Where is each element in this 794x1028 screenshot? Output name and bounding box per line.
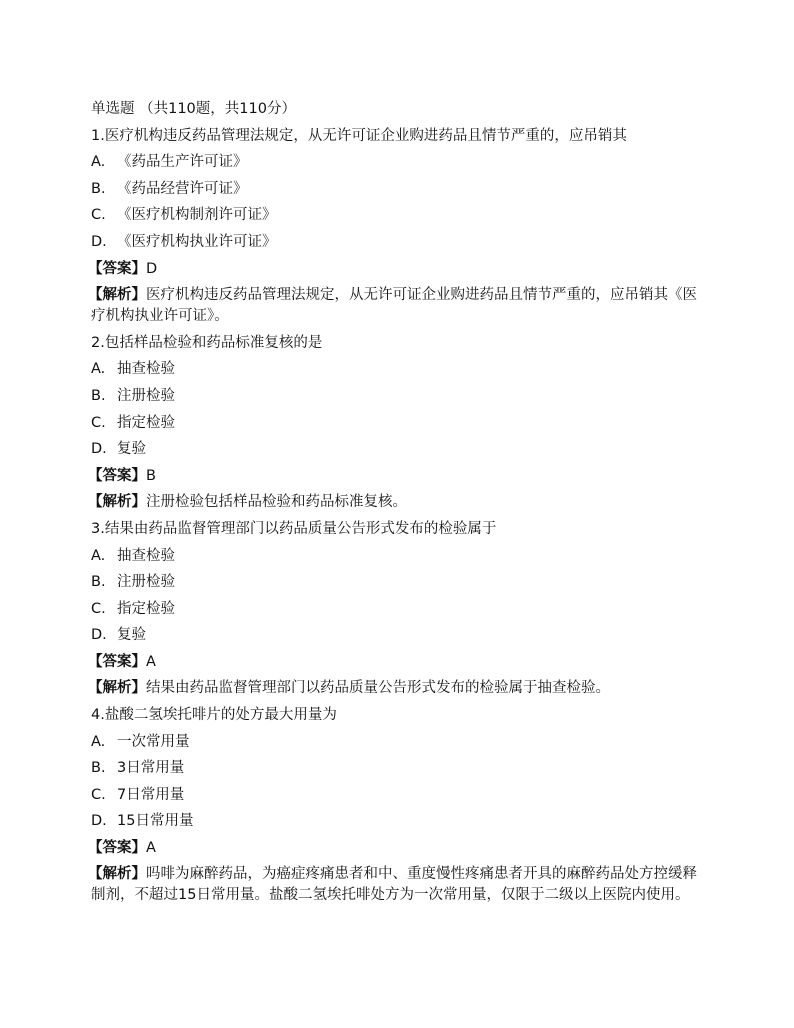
option-row xyxy=(91,596,711,623)
option-text: 复验 xyxy=(117,441,146,458)
option-text: 指定检验 xyxy=(117,600,175,617)
analysis-row xyxy=(88,862,711,910)
analysis-label: 解析 xyxy=(102,866,132,883)
analysis-label: 解析 xyxy=(102,494,132,511)
right-bracket-icon: 】 xyxy=(131,866,146,883)
option-text: 《医疗机构执业许可证》 xyxy=(117,233,277,250)
answer-row xyxy=(88,463,711,490)
option-text: 《医疗机构制剂许可证》 xyxy=(117,207,277,224)
analysis-tag xyxy=(88,866,146,882)
option-text: 抽查检验 xyxy=(117,547,175,564)
left-bracket-icon: 【 xyxy=(88,653,103,670)
question-list xyxy=(88,123,711,910)
right-bracket-icon: 】 xyxy=(131,260,146,277)
option-row xyxy=(91,808,711,835)
option-text: 3日常用量 xyxy=(117,760,185,777)
option-row xyxy=(91,202,711,229)
option-letter: B. xyxy=(91,387,106,404)
answer-label: 答案 xyxy=(102,467,132,484)
left-bracket-icon: 【 xyxy=(88,680,103,697)
option-row xyxy=(91,229,711,256)
option-text: 《药品生产许可证》 xyxy=(117,154,248,171)
option-text: 《药品经营许可证》 xyxy=(117,180,248,197)
answer-tag xyxy=(88,468,146,484)
question-stem: 2.包括样品检验和药品标准复核的是 xyxy=(91,334,323,351)
answer-row xyxy=(88,835,711,862)
option-letter: B. xyxy=(91,180,106,197)
option-row xyxy=(91,622,711,649)
analysis-row xyxy=(88,282,711,330)
option-letter: A. xyxy=(91,733,106,750)
analysis-row xyxy=(88,675,711,702)
answer-value: B xyxy=(146,467,156,484)
answer-tag xyxy=(88,261,146,277)
question-block xyxy=(88,702,711,909)
option-row xyxy=(91,383,711,410)
option-row xyxy=(91,569,711,596)
option-letter: B. xyxy=(91,760,106,777)
right-bracket-icon: 】 xyxy=(131,494,146,511)
question-stem: 1.医疗机构违反药品管理法规定，从无许可证企业购进药品且情节严重的，应吊销其 xyxy=(91,127,627,144)
question-stem: 3.结果由药品监督管理部门以药品质量公告形式发布的检验属于 xyxy=(91,520,497,537)
question-block xyxy=(88,330,711,516)
option-row xyxy=(91,543,711,570)
option-row xyxy=(91,755,711,782)
analysis-text: 吗啡为麻醉药品，为癌症疼痛患者和中、重度慢性疼痛患者开具的麻醉药品处方控缓释制剂，不超过15日常用量。盐酸二氢埃托啡处方为一次常用量，仅限于二级以上医院内使用。 xyxy=(91,866,697,904)
option-letter: C. xyxy=(91,786,106,803)
right-bracket-icon: 】 xyxy=(131,286,146,303)
analysis-label: 解析 xyxy=(102,680,132,697)
option-row xyxy=(91,729,711,756)
option-text: 15日常用量 xyxy=(117,813,194,830)
left-bracket-icon: 【 xyxy=(88,494,103,511)
analysis-text: 结果由药品监督管理部门以药品质量公告形式发布的检验属于抽查检验。 xyxy=(146,680,610,697)
section-header: 单选题 （共110题，共110分） xyxy=(91,101,296,117)
option-text: 一次常用量 xyxy=(117,733,190,750)
option-row xyxy=(91,782,711,809)
answer-value: A xyxy=(146,653,156,670)
analysis-text: 医疗机构违反药品管理法规定，从无许可证企业购进药品且情节严重的，应吊销其《医疗机构执业许可证》。 xyxy=(91,286,697,324)
question-stem: 4.盐酸二氢埃托啡片的处方最大用量为 xyxy=(91,707,337,724)
option-text: 复验 xyxy=(117,627,146,644)
left-bracket-icon: 【 xyxy=(88,866,103,883)
option-letter: A. xyxy=(91,361,106,378)
left-bracket-icon: 【 xyxy=(88,286,103,303)
answer-value: D xyxy=(146,260,158,277)
right-bracket-icon: 】 xyxy=(131,840,146,857)
analysis-tag xyxy=(88,494,146,510)
answer-row xyxy=(88,649,711,676)
option-text: 注册检验 xyxy=(117,574,175,591)
option-row xyxy=(91,176,711,203)
analysis-tag xyxy=(88,680,146,696)
answer-tag xyxy=(88,840,146,856)
right-bracket-icon: 】 xyxy=(131,680,146,697)
analysis-tag xyxy=(88,287,146,303)
option-letter: D. xyxy=(91,627,107,644)
option-text: 注册检验 xyxy=(117,387,175,404)
option-text: 指定检验 xyxy=(117,414,175,431)
answer-tag xyxy=(88,654,146,670)
option-letter: C. xyxy=(91,414,106,431)
option-text: 抽查检验 xyxy=(117,361,175,378)
option-row xyxy=(91,436,711,463)
question-block xyxy=(88,123,711,330)
option-letter: C. xyxy=(91,207,106,224)
option-row xyxy=(91,410,711,437)
option-row xyxy=(91,356,711,383)
option-letter: D. xyxy=(91,233,107,250)
analysis-label: 解析 xyxy=(102,286,132,303)
option-letter: D. xyxy=(91,813,107,830)
option-letter: A. xyxy=(91,154,106,171)
answer-value: A xyxy=(146,840,156,857)
option-letter: C. xyxy=(91,600,106,617)
option-letter: A. xyxy=(91,547,106,564)
option-text: 7日常用量 xyxy=(117,786,185,803)
option-letter: B. xyxy=(91,574,106,591)
left-bracket-icon: 【 xyxy=(88,467,103,484)
right-bracket-icon: 】 xyxy=(131,653,146,670)
answer-row xyxy=(88,256,711,283)
analysis-row xyxy=(88,489,711,516)
option-row xyxy=(91,149,711,176)
option-letter: D. xyxy=(91,441,107,458)
left-bracket-icon: 【 xyxy=(88,840,103,857)
question-block xyxy=(88,516,711,702)
answer-label: 答案 xyxy=(102,260,132,277)
right-bracket-icon: 】 xyxy=(131,467,146,484)
document-page xyxy=(88,96,711,909)
analysis-text: 注册检验包括样品检验和药品标准复核。 xyxy=(146,494,407,511)
answer-label: 答案 xyxy=(102,840,132,857)
answer-label: 答案 xyxy=(102,653,132,670)
left-bracket-icon: 【 xyxy=(88,260,103,277)
